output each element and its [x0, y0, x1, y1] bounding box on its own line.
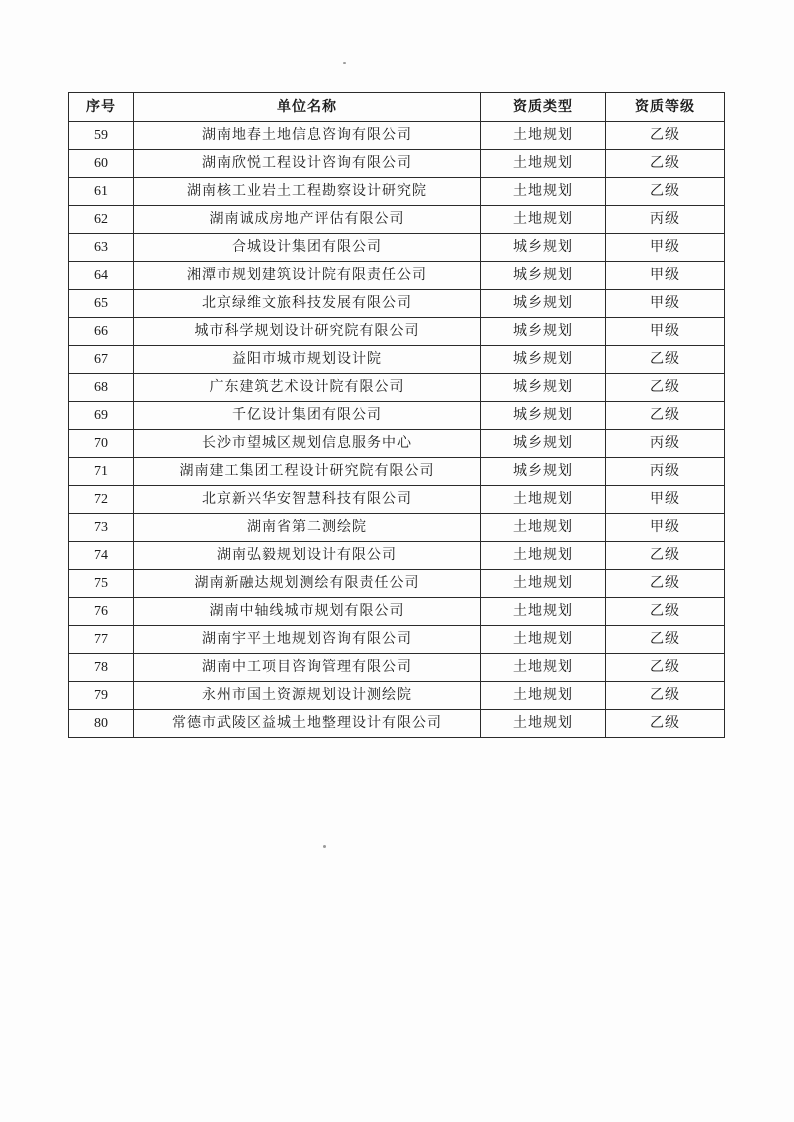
cell-company-name: 湖南中工项目咨询管理有限公司	[134, 654, 481, 682]
cell-no: 64	[69, 262, 134, 290]
cell-qualification-type: 城乡规划	[481, 402, 606, 430]
cell-qualification-type: 土地规划	[481, 570, 606, 598]
cell-qualification-grade: 乙级	[606, 626, 725, 654]
table-row	[69, 626, 725, 654]
table-row	[69, 654, 725, 682]
cell-qualification-grade: 丙级	[606, 458, 725, 486]
header-name: 单位名称	[134, 93, 481, 122]
cell-qualification-type: 城乡规划	[481, 318, 606, 346]
cell-no: 80	[69, 710, 134, 738]
cell-qualification-grade: 乙级	[606, 150, 725, 178]
cell-no: 66	[69, 318, 134, 346]
table-row	[69, 206, 725, 234]
cell-qualification-type: 土地规划	[481, 682, 606, 710]
cell-no: 73	[69, 514, 134, 542]
cell-qualification-grade: 乙级	[606, 710, 725, 738]
cell-qualification-type: 土地规划	[481, 178, 606, 206]
cell-qualification-type: 土地规划	[481, 542, 606, 570]
cell-no: 70	[69, 430, 134, 458]
cell-qualification-grade: 甲级	[606, 318, 725, 346]
cell-qualification-grade: 甲级	[606, 234, 725, 262]
table-row	[69, 318, 725, 346]
cell-qualification-grade: 乙级	[606, 374, 725, 402]
table-row	[69, 234, 725, 262]
cell-no: 63	[69, 234, 134, 262]
cell-qualification-type: 土地规划	[481, 122, 606, 150]
cell-no: 60	[69, 150, 134, 178]
cell-company-name: 湖南省第二测绘院	[134, 514, 481, 542]
table-row	[69, 262, 725, 290]
cell-company-name: 湖南新融达规划测绘有限责任公司	[134, 570, 481, 598]
cell-company-name: 湖南地春土地信息咨询有限公司	[134, 122, 481, 150]
table-row	[69, 458, 725, 486]
table-row	[69, 346, 725, 374]
table-row	[69, 290, 725, 318]
cell-company-name: 永州市国土资源规划设计测绘院	[134, 682, 481, 710]
cell-qualification-grade: 乙级	[606, 598, 725, 626]
cell-company-name: 合城设计集团有限公司	[134, 234, 481, 262]
cell-company-name: 湖南宇平土地规划咨询有限公司	[134, 626, 481, 654]
cell-qualification-grade: 甲级	[606, 486, 725, 514]
table-row	[69, 598, 725, 626]
header-no: 序号	[69, 93, 134, 122]
table-row	[69, 122, 725, 150]
cell-company-name: 北京绿维文旅科技发展有限公司	[134, 290, 481, 318]
cell-no: 71	[69, 458, 134, 486]
cell-no: 68	[69, 374, 134, 402]
cell-qualification-type: 城乡规划	[481, 290, 606, 318]
cell-no: 78	[69, 654, 134, 682]
cell-qualification-type: 土地规划	[481, 514, 606, 542]
scan-speck	[343, 62, 346, 64]
cell-qualification-grade: 乙级	[606, 178, 725, 206]
cell-qualification-grade: 乙级	[606, 654, 725, 682]
table-row	[69, 430, 725, 458]
cell-company-name: 湘潭市规划建筑设计院有限责任公司	[134, 262, 481, 290]
scan-speck	[323, 845, 326, 848]
cell-qualification-grade: 乙级	[606, 682, 725, 710]
cell-qualification-grade: 甲级	[606, 290, 725, 318]
cell-qualification-type: 城乡规划	[481, 458, 606, 486]
table-row	[69, 178, 725, 206]
cell-qualification-type: 城乡规划	[481, 346, 606, 374]
cell-company-name: 湖南建工集团工程设计研究院有限公司	[134, 458, 481, 486]
cell-qualification-grade: 乙级	[606, 346, 725, 374]
cell-qualification-type: 土地规划	[481, 654, 606, 682]
cell-no: 75	[69, 570, 134, 598]
table-row	[69, 514, 725, 542]
table-row	[69, 150, 725, 178]
cell-qualification-type: 土地规划	[481, 598, 606, 626]
cell-company-name: 长沙市望城区规划信息服务中心	[134, 430, 481, 458]
cell-qualification-type: 城乡规划	[481, 430, 606, 458]
table-row	[69, 542, 725, 570]
cell-qualification-type: 城乡规划	[481, 234, 606, 262]
cell-qualification-type: 城乡规划	[481, 374, 606, 402]
cell-no: 62	[69, 206, 134, 234]
table-row	[69, 710, 725, 738]
cell-company-name: 城市科学规划设计研究院有限公司	[134, 318, 481, 346]
table-row	[69, 402, 725, 430]
cell-qualification-grade: 丙级	[606, 430, 725, 458]
cell-no: 69	[69, 402, 134, 430]
cell-company-name: 常德市武陵区益城土地整理设计有限公司	[134, 710, 481, 738]
cell-company-name: 广东建筑艺术设计院有限公司	[134, 374, 481, 402]
cell-qualification-grade: 乙级	[606, 122, 725, 150]
cell-no: 59	[69, 122, 134, 150]
cell-no: 79	[69, 682, 134, 710]
header-grade: 资质等级	[606, 93, 725, 122]
cell-company-name: 湖南核工业岩土工程勘察设计研究院	[134, 178, 481, 206]
cell-qualification-grade: 乙级	[606, 402, 725, 430]
cell-company-name: 湖南欣悦工程设计咨询有限公司	[134, 150, 481, 178]
cell-qualification-type: 土地规划	[481, 486, 606, 514]
cell-no: 65	[69, 290, 134, 318]
cell-no: 77	[69, 626, 134, 654]
header-type: 资质类型	[481, 93, 606, 122]
cell-no: 76	[69, 598, 134, 626]
cell-qualification-grade: 乙级	[606, 570, 725, 598]
cell-no: 74	[69, 542, 134, 570]
cell-qualification-type: 城乡规划	[481, 262, 606, 290]
cell-qualification-grade: 丙级	[606, 206, 725, 234]
table-row	[69, 486, 725, 514]
cell-qualification-type: 土地规划	[481, 150, 606, 178]
cell-qualification-grade: 甲级	[606, 514, 725, 542]
cell-company-name: 千亿设计集团有限公司	[134, 402, 481, 430]
cell-company-name: 湖南弘毅规划设计有限公司	[134, 542, 481, 570]
table-row	[69, 374, 725, 402]
cell-qualification-grade: 乙级	[606, 542, 725, 570]
cell-company-name: 湖南中轴线城市规划有限公司	[134, 598, 481, 626]
table-row	[69, 570, 725, 598]
table-header	[69, 93, 725, 122]
table-body	[69, 122, 725, 738]
cell-no: 61	[69, 178, 134, 206]
cell-company-name: 北京新兴华安智慧科技有限公司	[134, 486, 481, 514]
cell-qualification-grade: 甲级	[606, 262, 725, 290]
cell-qualification-type: 土地规划	[481, 626, 606, 654]
cell-qualification-type: 土地规划	[481, 206, 606, 234]
cell-no: 67	[69, 346, 134, 374]
cell-no: 72	[69, 486, 134, 514]
cell-company-name: 湖南诚成房地产评估有限公司	[134, 206, 481, 234]
cell-company-name: 益阳市城市规划设计院	[134, 346, 481, 374]
qualification-table	[68, 92, 725, 738]
cell-qualification-type: 土地规划	[481, 710, 606, 738]
table-row	[69, 682, 725, 710]
header-row	[69, 93, 725, 122]
